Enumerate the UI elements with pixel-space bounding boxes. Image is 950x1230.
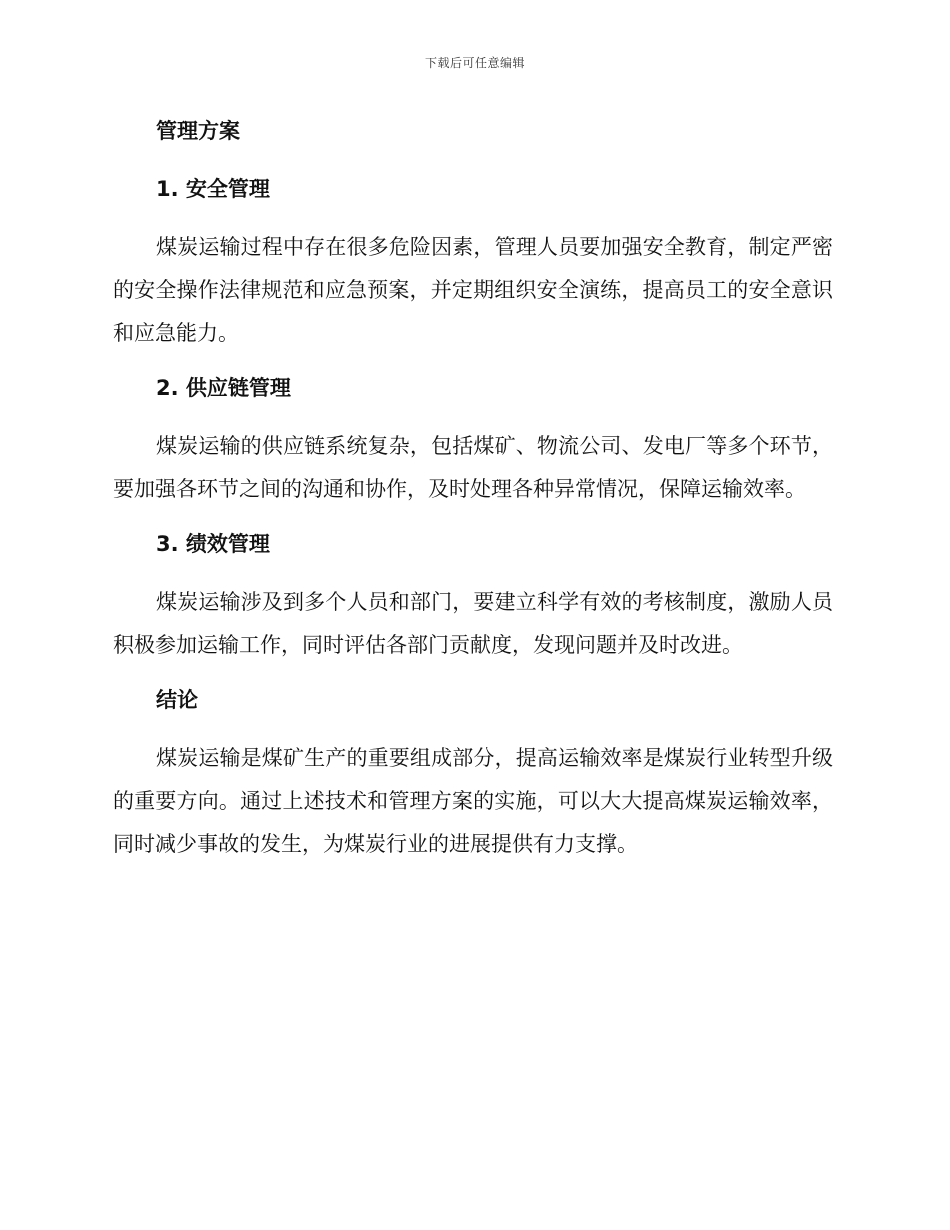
paragraph-conclusion: 煤炭运输是煤矿生产的重要组成部分，提高运输效率是煤炭行业转型升级的重要方向。通过上述技术和管理方案的实施，可以大大提高煤炭运输效率，同时减少事故的发生，为煤炭行业的进展提供有力支撑。 — [113, 746, 833, 856]
section-heading-supply-chain: 2. 供应链管理 — [156, 376, 291, 400]
header-note: 下载后可任意编辑 — [424, 56, 525, 70]
paragraph-safety-management: 煤炭运输过程中存在很多危险因素，管理人员要加强安全教育，制定严密的安全操作法律规范和应急预案，并定期组织安全演练，提高员工的安全意识和应急能力。 — [113, 235, 833, 345]
section-heading-performance: 3. 绩效管理 — [156, 532, 270, 556]
section-heading-management-plan: 管理方案 — [156, 119, 240, 143]
section-heading-conclusion: 结论 — [156, 688, 198, 712]
document-body — [113, 110, 833, 866]
section-heading-safety-management: 1. 安全管理 — [156, 177, 270, 201]
paragraph-performance: 煤炭运输涉及到多个人员和部门，要建立科学有效的考核制度，激励人员积极参加运输工作，同时评估各部门贡献度，发现问题并及时改进。 — [113, 590, 833, 657]
paragraph-supply-chain: 煤炭运输的供应链系统复杂，包括煤矿、物流公司、发电厂等多个环节，要加强各环节之间的沟通和协作，及时处理各种异常情况，保障运输效率。 — [113, 434, 833, 501]
